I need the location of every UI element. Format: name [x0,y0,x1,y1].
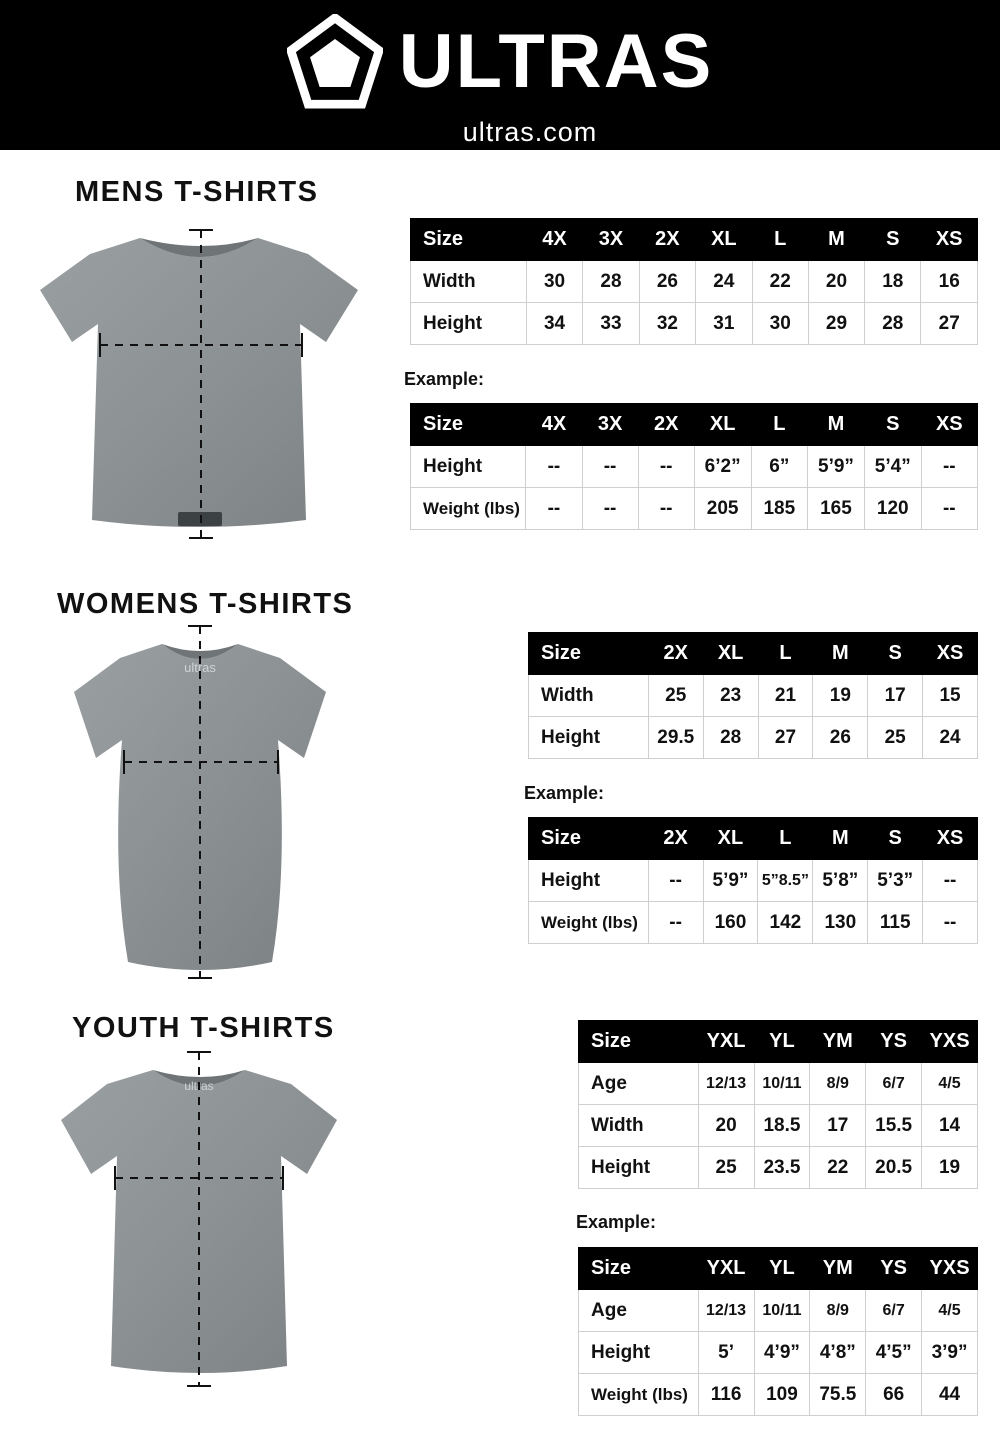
cell: 44 [922,1374,978,1416]
cell: 6” [751,446,808,488]
cell: 27 [921,303,978,345]
section-title-womens: WOMENS T-SHIRTS [57,588,354,620]
col-header: S [865,219,921,261]
col-header: Size [529,818,649,860]
cell: 19 [813,675,868,717]
cell: 15.5 [866,1105,922,1147]
table-row [411,446,978,488]
row-label: Width [579,1105,699,1147]
brand-logo [0,14,1000,148]
table-row [411,488,978,530]
table-header-row [411,404,978,446]
cell: 4/5 [922,1290,978,1332]
table-row [579,1063,978,1105]
cell: -- [526,488,582,530]
cell: 5”8.5” [758,860,813,902]
col-header: Size [529,633,649,675]
cell: 205 [694,488,751,530]
cell: 26 [639,261,695,303]
cell: 18.5 [754,1105,810,1147]
cell: 29 [808,303,864,345]
col-header: YL [754,1248,810,1290]
cell: -- [526,446,582,488]
youth-example-table [578,1247,978,1416]
cell: 5’8” [813,860,868,902]
col-header: S [868,633,923,675]
col-header: XS [923,633,978,675]
table-header-row [579,1248,978,1290]
cell: 66 [866,1374,922,1416]
col-header: 2X [639,219,695,261]
cell: 23.5 [754,1147,810,1189]
row-label: Weight (lbs) [411,488,526,530]
brand-domain: ultras.com [462,117,598,147]
womens-tshirt-illustration [40,618,360,988]
cell: 17 [810,1105,866,1147]
table-row [579,1290,978,1332]
col-header: L [758,633,813,675]
table-header-row [529,818,978,860]
cell: 10/11 [754,1290,810,1332]
table-row [529,860,978,902]
section-title-youth: YOUTH T-SHIRTS [72,1012,335,1044]
youth-size-table [578,1020,978,1189]
cell: 8/9 [810,1290,866,1332]
cell: 8/9 [810,1063,866,1105]
col-header: XL [703,633,758,675]
col-header: L [752,219,808,261]
youth-tshirt-illustration [35,1040,365,1400]
col-header: YXS [922,1021,978,1063]
cell: -- [648,902,703,944]
row-label: Width [411,261,527,303]
table-row [579,1147,978,1189]
col-header: YL [754,1021,810,1063]
table-row [529,902,978,944]
mens-example-table [410,403,978,530]
cell: 5’3” [868,860,923,902]
table-header-row [579,1021,978,1063]
cell: 20.5 [866,1147,922,1189]
cell: 14 [922,1105,978,1147]
cell: -- [638,488,694,530]
cell: -- [638,446,694,488]
cell: 130 [813,902,868,944]
youth-example-label: Example: [576,1212,657,1232]
cell: 4/5 [922,1063,978,1105]
cell: 109 [754,1374,810,1416]
cell: 4’9” [754,1332,810,1374]
table-row [411,261,978,303]
cell: 29.5 [648,717,703,759]
row-label: Weight (lbs) [529,902,649,944]
col-header: M [813,633,868,675]
cell: -- [921,488,977,530]
cell: 3’9” [922,1332,978,1374]
cell: 28 [583,261,639,303]
col-header: YXL [698,1248,754,1290]
cell: 12/13 [698,1063,754,1105]
row-label: Height [579,1147,699,1189]
col-header: 2X [648,633,703,675]
cell: 30 [752,303,808,345]
cell: -- [648,860,703,902]
col-header: YM [810,1248,866,1290]
col-header: YM [810,1021,866,1063]
mens-example-label: Example: [404,369,485,389]
cell: 32 [639,303,695,345]
cell: 142 [758,902,813,944]
cell: 22 [752,261,808,303]
cell: 33 [583,303,639,345]
col-header: XS [921,404,977,446]
col-header: M [808,404,865,446]
svg-text:ultras: ultras [184,660,216,675]
cell: 27 [758,717,813,759]
col-header: 2X [648,818,703,860]
table-row [579,1105,978,1147]
cell: 6/7 [866,1290,922,1332]
cell: -- [582,488,638,530]
col-header: 3X [583,219,639,261]
table-row [411,303,978,345]
cell: 6’2” [694,446,751,488]
cell: 23 [703,675,758,717]
cell: 12/13 [698,1290,754,1332]
cell: 5’9” [703,860,758,902]
col-header: L [758,818,813,860]
cell: -- [923,902,978,944]
row-label: Weight (lbs) [579,1374,699,1416]
col-header: L [751,404,808,446]
cell: 22 [810,1147,866,1189]
cell: 16 [921,261,978,303]
pentagon-logo-icon [287,14,383,110]
mens-size-table [410,218,978,345]
col-header: Size [579,1021,699,1063]
col-header: S [864,404,921,446]
cell: 75.5 [810,1374,866,1416]
table-header-row [529,633,978,675]
cell: -- [923,860,978,902]
row-label: Height [411,303,527,345]
table-row [579,1332,978,1374]
col-header: Size [411,219,527,261]
cell: 19 [922,1147,978,1189]
cell: 160 [703,902,758,944]
col-header: XL [694,404,751,446]
col-header: Size [579,1248,699,1290]
section-title-mens: MENS T-SHIRTS [75,176,319,208]
col-header: XS [921,219,978,261]
cell: 185 [751,488,808,530]
row-label: Height [529,860,649,902]
cell: 34 [526,303,582,345]
cell: 6/7 [866,1063,922,1105]
table-row [529,717,978,759]
row-label: Age [579,1290,699,1332]
row-label: Width [529,675,649,717]
col-header: YXS [922,1248,978,1290]
row-label: Height [579,1332,699,1374]
col-header: M [813,818,868,860]
row-label: Age [579,1063,699,1105]
col-header: M [808,219,864,261]
cell: 24 [923,717,978,759]
col-header: 2X [638,404,694,446]
col-header: XS [923,818,978,860]
cell: 15 [923,675,978,717]
brand-name: ULTRAS [398,19,714,104]
row-label: Height [411,446,526,488]
cell: 21 [758,675,813,717]
col-header: YS [866,1248,922,1290]
cell: 116 [698,1374,754,1416]
cell: 115 [868,902,923,944]
cell: 25 [868,717,923,759]
col-header: YS [866,1021,922,1063]
cell: 30 [526,261,582,303]
cell: -- [582,446,638,488]
brand-header [0,0,1000,150]
cell: 4’5” [866,1332,922,1374]
cell: 20 [698,1105,754,1147]
cell: 5’4” [864,446,921,488]
cell: 24 [696,261,752,303]
cell: 18 [865,261,921,303]
table-row [529,675,978,717]
col-header: XL [703,818,758,860]
cell: 31 [696,303,752,345]
table-header-row [411,219,978,261]
cell: 25 [648,675,703,717]
row-label: Height [529,717,649,759]
cell: 28 [703,717,758,759]
mens-tshirt-illustration [20,220,380,550]
cell: 5’9” [808,446,865,488]
cell: 20 [808,261,864,303]
cell: 26 [813,717,868,759]
cell: 4’8” [810,1332,866,1374]
col-header: 3X [582,404,638,446]
cell: -- [921,446,977,488]
col-header: Size [411,404,526,446]
cell: 165 [808,488,865,530]
cell: 5’ [698,1332,754,1374]
col-header: 4X [526,219,582,261]
table-row [579,1374,978,1416]
womens-size-table [528,632,978,759]
cell: 120 [864,488,921,530]
womens-example-label: Example: [524,783,605,803]
svg-text:ultras: ultras [184,1079,214,1093]
womens-example-table [528,817,978,944]
cell: 10/11 [754,1063,810,1105]
col-header: S [868,818,923,860]
cell: 17 [868,675,923,717]
col-header: 4X [526,404,582,446]
col-header: XL [696,219,752,261]
cell: 25 [698,1147,754,1189]
cell: 28 [865,303,921,345]
col-header: YXL [698,1021,754,1063]
